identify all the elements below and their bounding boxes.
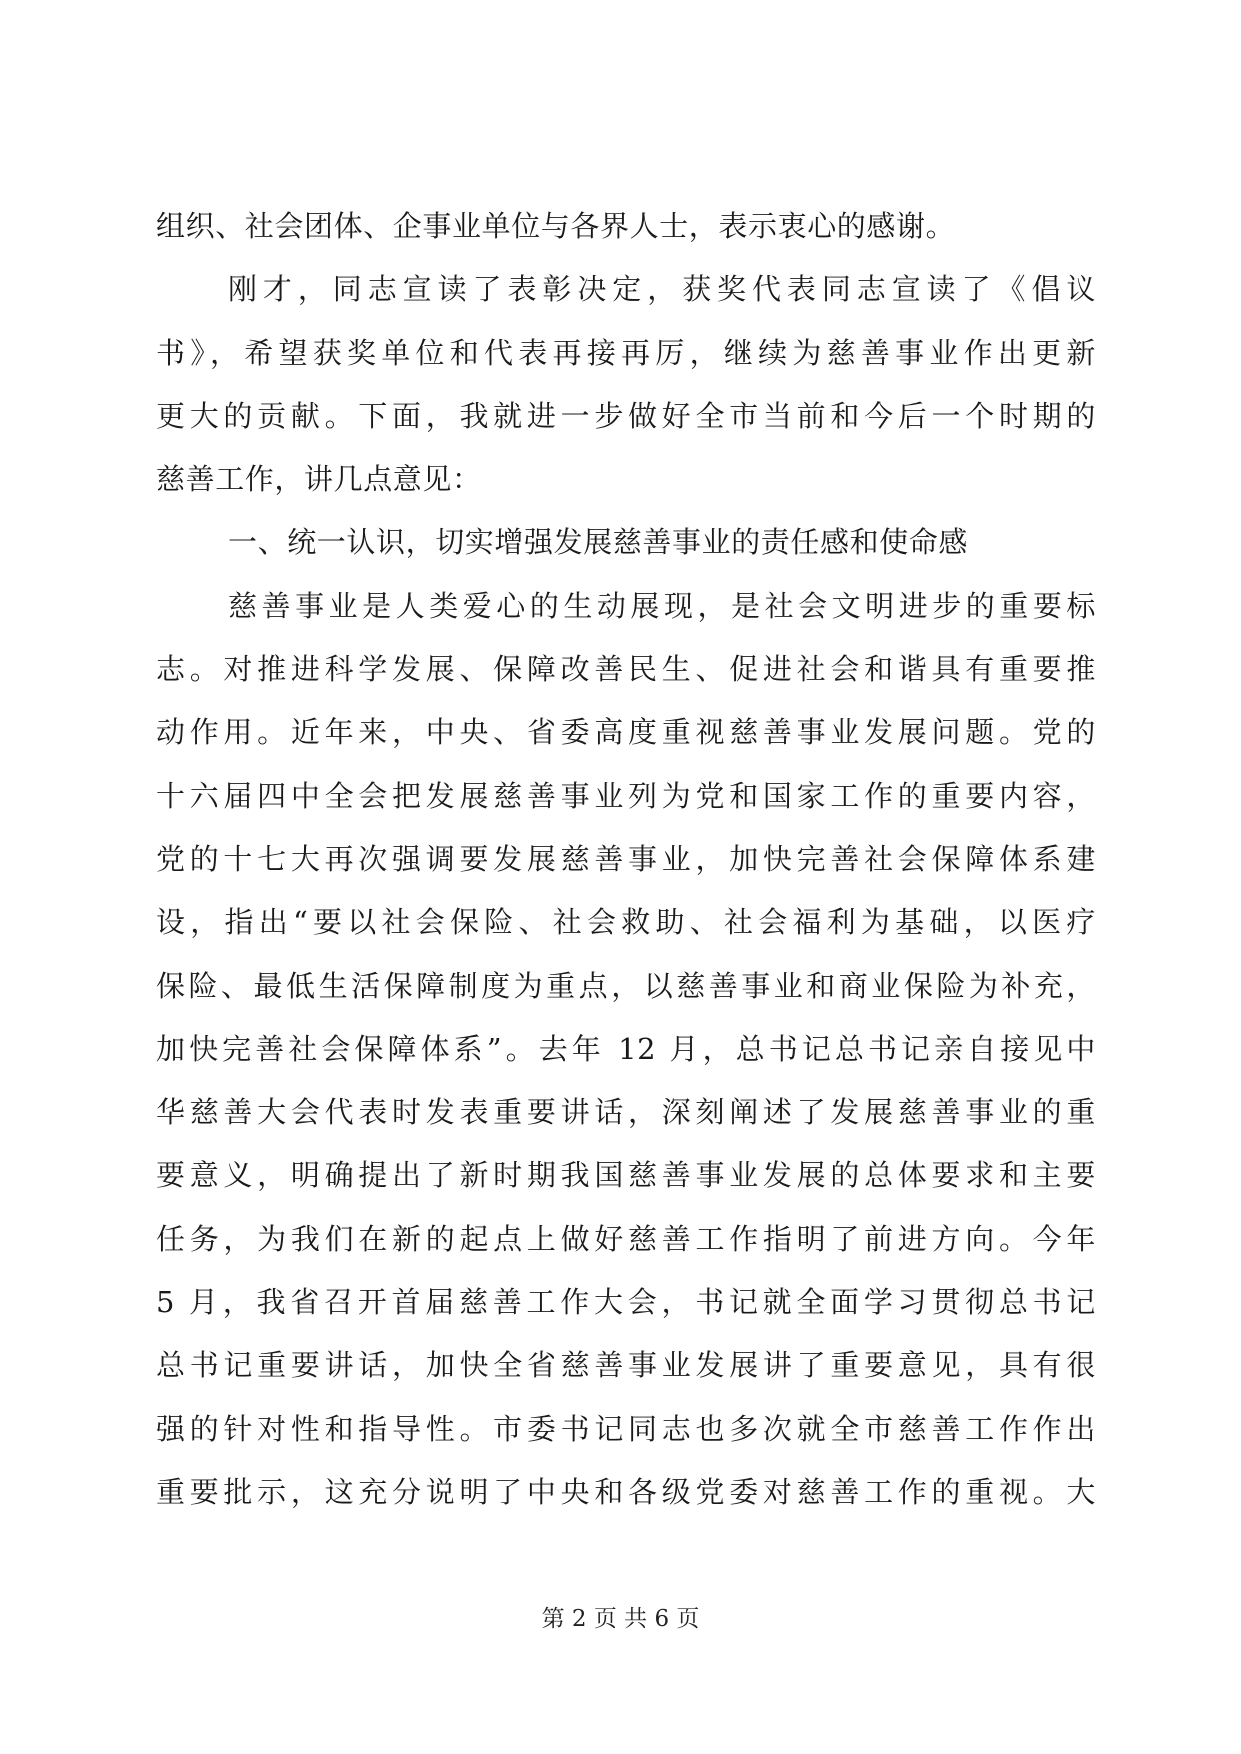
text-line: 保险、最低生活保障制度为重点，以慈善事业和商业保险为补充，	[156, 968, 1096, 1003]
text-line: 组织、社会团体、企事业单位与各界人士，表示衷心的感谢。	[156, 209, 956, 243]
text-line: 总书记重要讲话，加快全省慈善事业发展讲了重要意见，具有很	[156, 1348, 1096, 1383]
text-line: 加快完善社会保障体系”。去年 12 月，总书记总书记亲自接见中	[156, 1031, 1096, 1066]
body-text	[156, 195, 1096, 1524]
text-line: 慈善事业是人类爱心的生动展现，是社会文明进步的重要标	[228, 588, 1096, 623]
text-line: 党的十七大再次强调要发展慈善事业，加快完善社会保障体系建	[156, 841, 1096, 876]
text-line: 重要批示，这充分说明了中央和各级党委对慈善工作的重视。大	[156, 1474, 1096, 1509]
text-line: 刚才，同志宣读了表彰决定，获奖代表同志宣读了《倡议	[228, 272, 1096, 307]
text-line: 书》，希望获奖单位和代表再接再厉，继续为慈善事业作出更新	[156, 335, 1096, 370]
text-line: 要意义，明确提出了新时期我国慈善事业发展的总体要求和主要	[156, 1158, 1096, 1193]
text-line: 设，指出“要以社会保险、社会救助、社会福利为基础，以医疗	[156, 905, 1096, 940]
text-line: 华慈善大会代表时发表重要讲话，深刻阐述了发展慈善事业的重	[156, 1095, 1096, 1130]
text-line: 任务，为我们在新的起点上做好慈善工作指明了前进方向。今年	[156, 1221, 1096, 1256]
text-line: 动作用。近年来，中央、省委高度重视慈善事业发展问题。党的	[156, 715, 1096, 750]
text-line: 慈善工作，讲几点意见：	[156, 462, 482, 497]
section-heading: 一、统一认识，切实增强发展慈善事业的责任感和使命感	[228, 525, 969, 560]
text-line: 志。对推进科学发展、保障改善民生、促进社会和谐具有重要推	[156, 652, 1096, 687]
page-number: 第 2 页 共 6 页	[541, 1606, 700, 1632]
text-line: 强的针对性和指导性。市委书记同志也多次就全市慈善工作作出	[156, 1411, 1096, 1446]
text-line: 十六届四中全会把发展慈善事业列为党和国家工作的重要内容，	[156, 778, 1096, 813]
text-line: 更大的贡献。下面，我就进一步做好全市当前和今后一个时期的	[156, 398, 1096, 433]
text-line: 5 月，我省召开首届慈善工作大会，书记就全面学习贯彻总书记	[156, 1285, 1096, 1320]
